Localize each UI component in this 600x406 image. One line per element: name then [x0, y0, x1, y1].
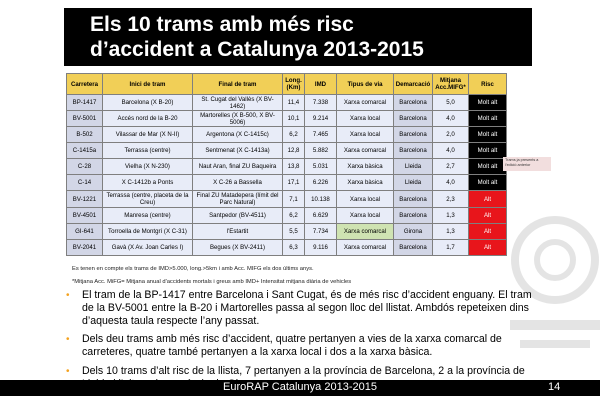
table-cell: 1,7 — [433, 240, 469, 256]
table-cell: Barcelona — [394, 127, 433, 143]
table-cell: Xarxa comarcal — [337, 143, 394, 159]
table-cell: Xarxa comarcal — [337, 224, 394, 240]
table-row — [67, 127, 507, 143]
table-cell: Alt — [469, 191, 507, 208]
bullet-item — [64, 289, 544, 327]
table-cell: 6,3 — [283, 240, 305, 256]
table-cell: Accés nord de la B-20 — [103, 111, 193, 127]
table-cell: Molt alt — [469, 95, 507, 111]
table-row — [67, 191, 507, 208]
col-header: Inici de tram — [103, 74, 193, 95]
table-cell: Molt alt — [469, 127, 507, 143]
col-header: Mitjana Acc.MIFG* — [433, 74, 469, 95]
bullet-icon: • — [66, 290, 70, 301]
table-cell: X C-26 a Bassella — [193, 175, 283, 191]
title-line-2: d’accident a Catalunya 2013-2015 — [90, 38, 424, 61]
table-cell: BV-1221 — [67, 191, 103, 208]
bullet-text: Dels 10 trams d’alt risc de la llista, 7 pertanyen a la província de Barcelona, 2 a la província de — [82, 364, 525, 377]
table-cell: BV-2041 — [67, 240, 103, 256]
table-cell: GI-641 — [67, 224, 103, 240]
table-cell: C-14 — [67, 175, 103, 191]
table-cell: Alt — [469, 224, 507, 240]
table-cell: Xarxa local — [337, 127, 394, 143]
bullet-item — [64, 333, 544, 359]
table-cell: Alt — [469, 208, 507, 224]
table-cell: Torroella de Montgrí (X C-31) — [103, 224, 193, 240]
table-cell: 7.465 — [305, 127, 337, 143]
table-row — [67, 111, 507, 127]
table-cell: C-28 — [67, 159, 103, 175]
col-header: Final de tram — [193, 74, 283, 95]
table-cell: 7.338 — [305, 95, 337, 111]
table-cell: l'Estartit — [193, 224, 283, 240]
table-cell: Naut Aran, final ZU Baqueira — [193, 159, 283, 175]
table-cell: 6,2 — [283, 127, 305, 143]
table-cell: 5,0 — [433, 95, 469, 111]
table-cell: Barcelona — [394, 111, 433, 127]
table-cell: 7,1 — [283, 191, 305, 208]
table-cell: 1,3 — [433, 224, 469, 240]
col-header: Demarcació — [394, 74, 433, 95]
page-number: 14 — [548, 381, 561, 393]
table-cell: Molt alt — [469, 159, 507, 175]
bullet-icon: • — [66, 365, 70, 377]
table-cell: Terrassa (centre) — [103, 143, 193, 159]
table-row — [67, 224, 507, 240]
table-cell: Girona — [394, 224, 433, 240]
table-cell: Barcelona — [394, 191, 433, 208]
table-cell: Lleida — [394, 175, 433, 191]
col-header: Tipus de via — [337, 74, 394, 95]
table-cell: B-502 — [67, 127, 103, 143]
table-row — [67, 143, 507, 159]
table-cell: Vilassar de Mar (X N-II) — [103, 127, 193, 143]
page-title — [90, 12, 424, 62]
table-cell: 2,7 — [433, 159, 469, 175]
table-cell: Barcelona — [394, 240, 433, 256]
col-header: Risc — [469, 74, 507, 95]
table-cell: Vielha (X N-230) — [103, 159, 193, 175]
table-cell: 6.226 — [305, 175, 337, 191]
table-cell: 4,0 — [433, 143, 469, 159]
table-cell: 2,0 — [433, 127, 469, 143]
table-cell: Xarxa comarcal — [337, 95, 394, 111]
table-cell: 13,8 — [283, 159, 305, 175]
table-cell: 10.138 — [305, 191, 337, 208]
table-cell: Alt — [469, 240, 507, 256]
table-cell: Xarxa local — [337, 111, 394, 127]
table-cell: 6.629 — [305, 208, 337, 224]
col-header: Long. (Km) — [283, 74, 305, 95]
table-cell: Barcelona — [394, 208, 433, 224]
table-row — [67, 175, 507, 191]
table-cell: 9.116 — [305, 240, 337, 256]
table-cell: 17,1 — [283, 175, 305, 191]
table-cell: St. Cugat del Vallès (X BV-1462) — [193, 95, 283, 111]
table-header-row — [67, 74, 507, 95]
table-cell: Xarxa local — [337, 191, 394, 208]
table-row — [67, 240, 507, 256]
table-cell: Barcelona — [394, 143, 433, 159]
title-line-1: Els 10 trams amb més risc — [90, 13, 354, 36]
table-cell: 4,0 — [433, 111, 469, 127]
table-cell: 12,8 — [283, 143, 305, 159]
table-cell: Manresa (centre) — [103, 208, 193, 224]
table-cell: Barcelona — [394, 95, 433, 111]
table-cell: Terrassa (centre, placeta de la Creu) — [103, 191, 193, 208]
table-cell: BV-5001 — [67, 111, 103, 127]
table-cell: BV-4501 — [67, 208, 103, 224]
table-cell: 2,3 — [433, 191, 469, 208]
table-cell: X C-1412b a Ponts — [103, 175, 193, 191]
col-header: IMD — [305, 74, 337, 95]
table-cell: Barcelona (X B-20) — [103, 95, 193, 111]
col-header: Carretera — [67, 74, 103, 95]
table-cell: 5.031 — [305, 159, 337, 175]
table-cell: BP-1417 — [67, 95, 103, 111]
table-cell: 1,3 — [433, 208, 469, 224]
table-cell: 4,0 — [433, 175, 469, 191]
table-row — [67, 95, 507, 111]
table-cell: Lleida — [394, 159, 433, 175]
footer-text: EuroRAP Catalunya 2013-2015 — [223, 381, 377, 393]
table-cell: Molt alt — [469, 143, 507, 159]
table-row — [67, 208, 507, 224]
table-cell: 6,2 — [283, 208, 305, 224]
table-cell: Xarxa bàsica — [337, 175, 394, 191]
side-note: Trams ja presents a l'edició anterior — [503, 157, 551, 171]
table-cell: Argentona (X C-1415c) — [193, 127, 283, 143]
risk-table — [66, 73, 507, 256]
table-cell: Sentmenat (X C-1413a) — [193, 143, 283, 159]
table-cell: C-1415a — [67, 143, 103, 159]
table-cell: Xarxa local — [337, 208, 394, 224]
table-cell: Final ZU Matadepera (límit del Parc Natural) — [193, 191, 283, 208]
bullet-icon: • — [66, 334, 70, 346]
table-cell: 7.734 — [305, 224, 337, 240]
table-cell: Xarxa bàsica — [337, 159, 394, 175]
table-row — [67, 159, 507, 175]
table-cell: Santpedor (BV-4511) — [193, 208, 283, 224]
table-cell: 11,4 — [283, 95, 305, 111]
table-cell: Begues (X BV-2411) — [193, 240, 283, 256]
table-cell: 9.214 — [305, 111, 337, 127]
bullet-text: El tram de la BP-1417 entre Barcelona i Sant Cugat, és de més risc d’accident enguany. El tram de la BV-5001 entre la B-20 i Martorelles passa al segon lloc del llistat. Ambdós repeteixen dins d’aquesta taula respecte l’any passat. — [82, 289, 532, 327]
table-cell: Gavà (X Av. Joan Carles I) — [103, 240, 193, 256]
table-cell: Molt alt — [469, 175, 507, 191]
table-cell: Xarxa comarcal — [337, 240, 394, 256]
table-cell: 5.882 — [305, 143, 337, 159]
table-cell: 10,1 — [283, 111, 305, 127]
table-cell: Molt alt — [469, 111, 507, 127]
footnote-2: *Mitjana Acc. MiFG= Mitjana anual d'accidents mortals i greus amb IMD+ Intensitat mitjana diària de vehicles — [72, 279, 352, 285]
bullet-text: Dels deu trams amb més risc d’accident, quatre pertanyen a vies de la xarxa comarcal de carreteres, quatre també pertanyen a la xarxa local i dos a la xarxa bàsica. — [82, 333, 502, 359]
footnote-1: Es tenen en compte els trams de IMD>5.000, long.>5km i amb Acc. MIFG els dos últims anys. — [72, 266, 314, 272]
table-cell: Martorelles (X B-500, X BV-5006) — [193, 111, 283, 127]
table-cell: 5,5 — [283, 224, 305, 240]
